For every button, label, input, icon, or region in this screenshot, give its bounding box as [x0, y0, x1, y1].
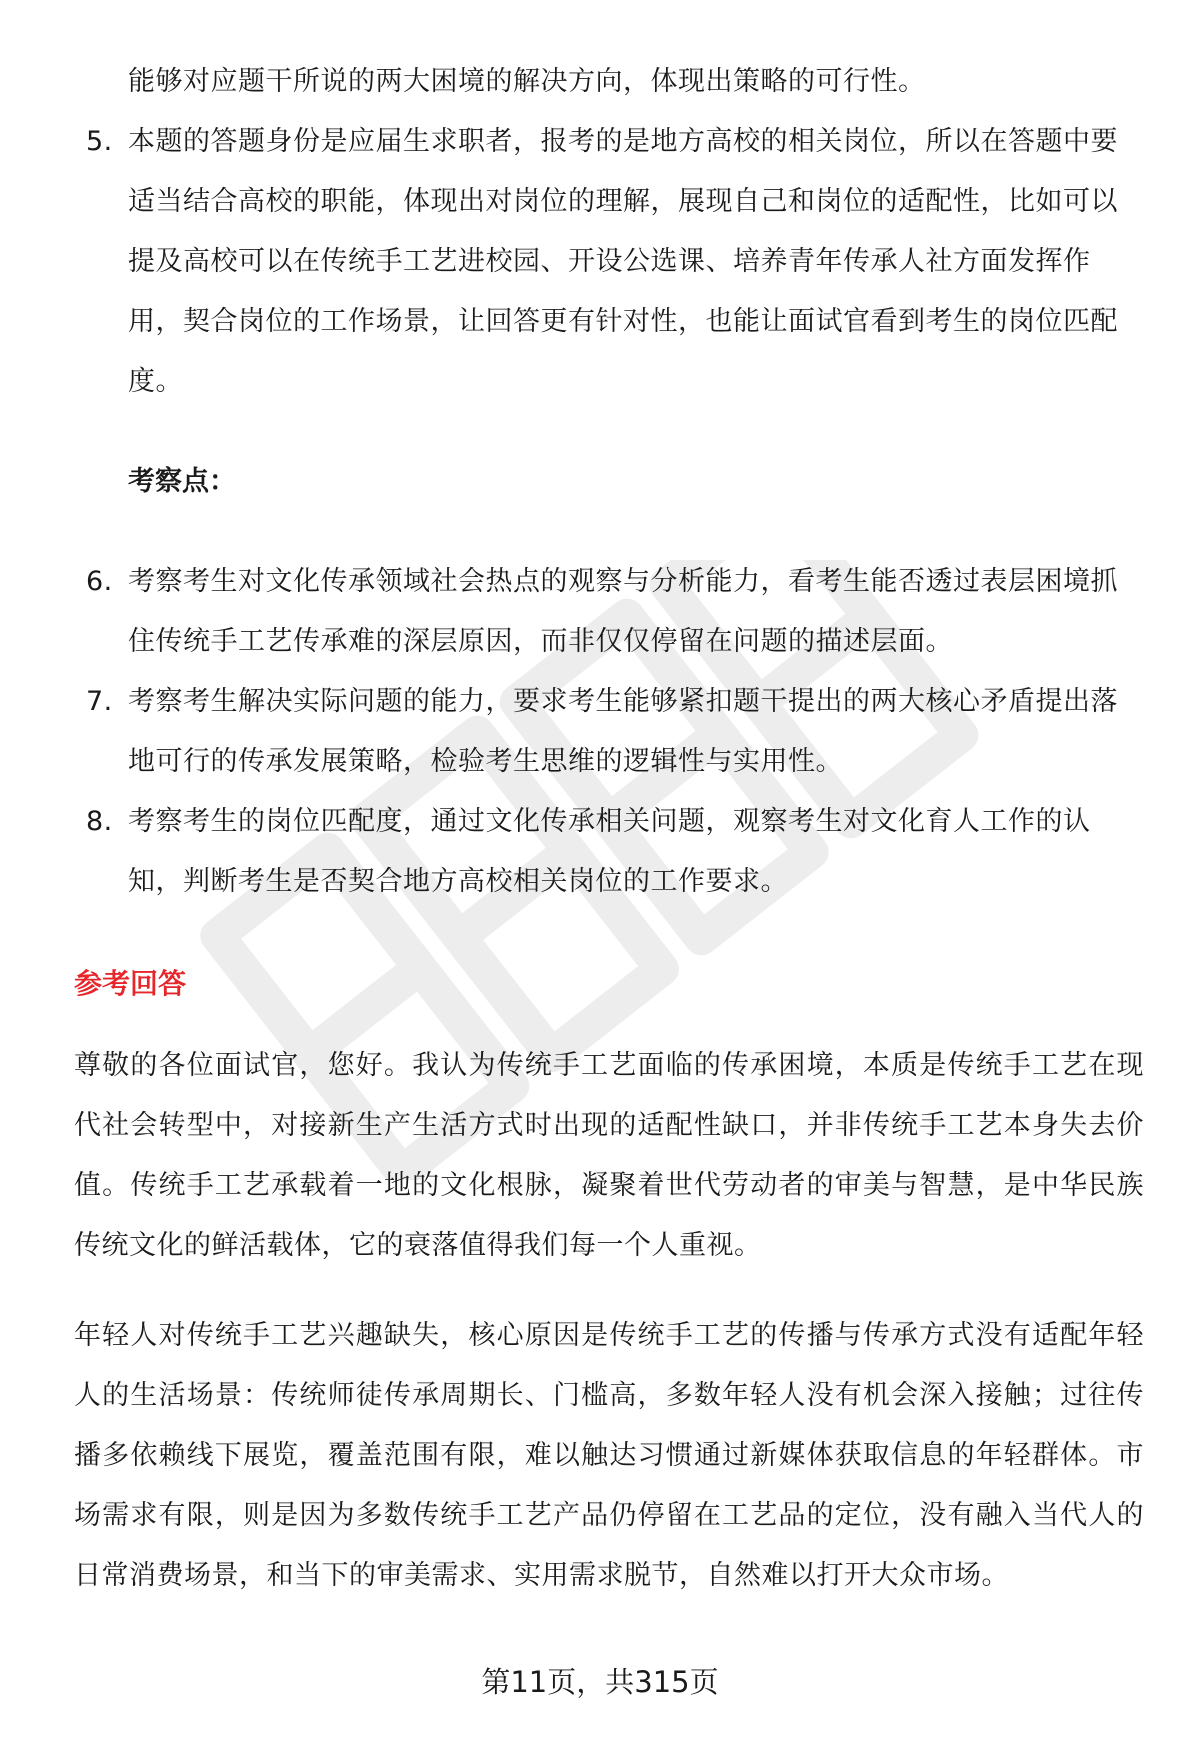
list-text: 考察考生解决实际问题的能力，要求考生能够紧扣题干提出的两大核心矛盾提出落地可行的传承发展策略，检验考生思维的逻辑性与实用性。: [128, 686, 1118, 777]
list-text: 考察考生的岗位匹配度，通过文化传承相关问题，观察考生对文化育人工作的认知，判断考生是否契合地方高校相关岗位的工作要求。: [128, 806, 1091, 897]
list-text: 考察考生对文化传承领域社会热点的观察与分析能力，看考生能否透过表层困境抓住传统手工艺传承难的深层原因，而非仅仅停留在问题的描述层面。: [128, 566, 1118, 657]
reference-answer-title: 参考回答: [74, 967, 187, 1000]
content-area: [74, 52, 1144, 1636]
list-item: [74, 792, 1144, 912]
list-item: [74, 672, 1144, 792]
answer-paragraph: 尊敬的各位面试官，您好。我认为传统手工艺面临的传承困境，本质是传统手工艺在现代社会转型中，对接新生产生活方式时出现的适配性缺口，并非传统手工艺本身失去价值。传统手工艺承载着一地的文化根脉，凝聚着世代劳动者的审美与智慧，是中华民族传统文化的鲜活载体，它的衰落值得我们每一个人重视。: [74, 1050, 1144, 1261]
continued-paragraph: 能够对应题干所说的两大困境的解决方向，体现出策略的可行性。: [128, 66, 926, 97]
list-item: [74, 552, 1144, 672]
list-number: 8.: [86, 806, 113, 837]
list-notes: [74, 112, 1144, 412]
list-exam-points: [74, 552, 1144, 912]
list-item: [74, 112, 1144, 412]
exam-points-heading: 考察点：: [128, 466, 236, 497]
list-number: 7.: [86, 686, 113, 717]
page-footer: 第11页，共315页: [481, 1665, 719, 1699]
list-number: 6.: [86, 566, 113, 597]
answer-paragraph: 年轻人对传统手工艺兴趣缺失，核心原因是传统手工艺的传播与传承方式没有适配年轻人的生活场景：传统师徒传承周期长、门槛高，多数年轻人没有机会深入接触；过往传播多依赖线下展览，覆盖范围有限，难以触达习惯通过新媒体获取信息的年轻群体。市场需求有限，则是因为多数传统手工艺产品仍停留在工艺品的定位，没有融入当代人的日常消费场景，和当下的审美需求、实用需求脱节，自然难以打开大众市场。: [74, 1320, 1144, 1591]
list-text: 本题的答题身份是应届生求职者，报考的是地方高校的相关岗位，所以在答题中要适当结合高校的职能，体现出对岗位的理解，展现自己和岗位的适配性，比如可以提及高校可以在传统手工艺进校园、开设公选课、培养青年传承人社方面发挥作用，契合岗位的工作场景，让回答更有针对性，也能让面试官看到考生的岗位匹配度。: [128, 126, 1118, 397]
list-number: 5.: [86, 126, 113, 157]
